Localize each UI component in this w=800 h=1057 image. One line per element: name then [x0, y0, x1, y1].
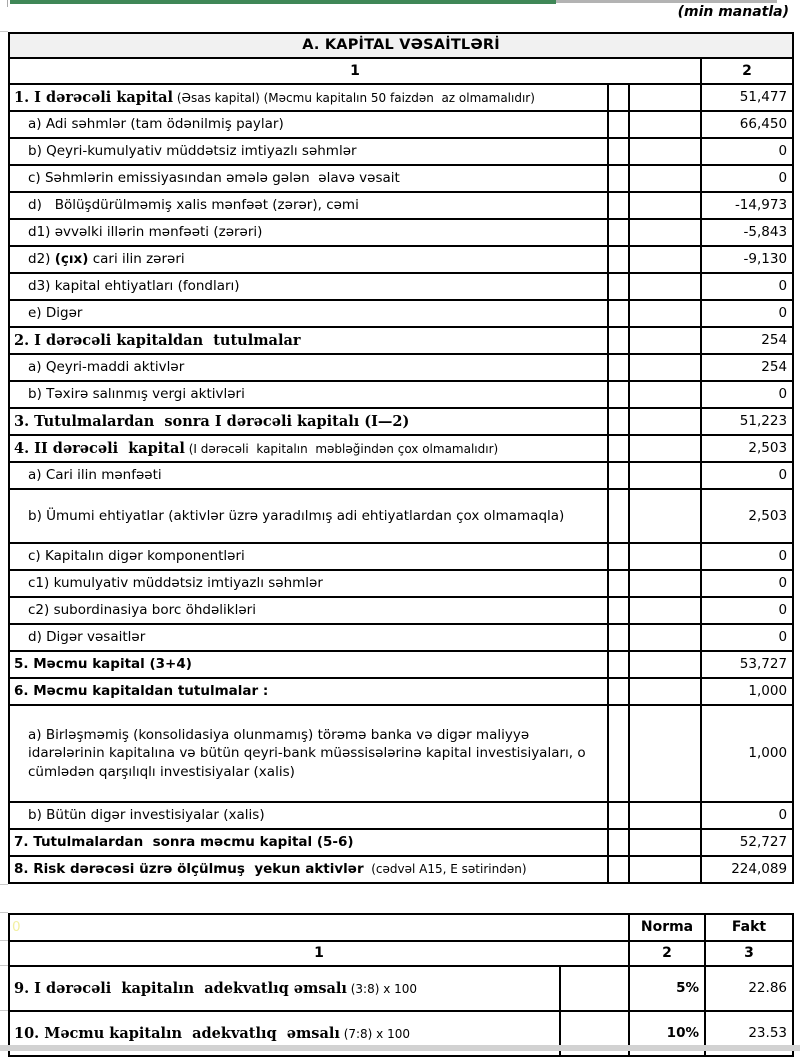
label-text: c) Səhmlərin emissiyasından əmələ gələn əlavə vəsait — [28, 170, 400, 187]
label-bold-text: 8. Risk dərəcəsi üzrə ölçülmuş yekun aktivlər — [14, 861, 364, 878]
label-text: a) Qeyri-maddi aktivlər — [28, 359, 185, 376]
cell-label[interactable] — [9, 111, 608, 138]
cell-value[interactable]: 1,000 — [701, 705, 793, 802]
cell-spacer[interactable] — [629, 138, 701, 165]
cell-spacer[interactable] — [629, 856, 701, 883]
cell-value[interactable]: 0 — [701, 300, 793, 327]
table-row — [9, 327, 793, 354]
label-bold-text: 10. Məcmu kapitalın adekvatlıq əmsalı — [14, 1024, 340, 1042]
cell-value[interactable]: 0 — [701, 462, 793, 489]
norma-header[interactable]: Norma — [629, 914, 705, 941]
cell-norma-value[interactable]: 5% — [629, 966, 705, 1011]
table-row — [9, 138, 793, 165]
top-gray-bar — [556, 0, 777, 3]
label-text: d) Digər vəsaitlər — [28, 629, 146, 646]
table-row — [9, 597, 793, 624]
bottom-edge-strip — [0, 1045, 800, 1051]
cell-spacer[interactable] — [608, 829, 629, 856]
cell-label[interactable] — [9, 802, 608, 829]
label-text: b) Bütün digər investisiyalar (xalis) — [28, 807, 265, 824]
cell-label[interactable] — [9, 829, 608, 856]
table-row — [9, 111, 793, 138]
label-bold-text: 2. I dərəcəli kapitaldan tutulmalar — [14, 331, 301, 349]
cell-value[interactable]: -14,973 — [701, 192, 793, 219]
table-row — [9, 829, 793, 856]
label-text: cari ilin zərəri — [88, 251, 185, 268]
table-row — [9, 219, 793, 246]
cell-value[interactable]: 66,450 — [701, 111, 793, 138]
label-text: e) Digər — [28, 305, 83, 322]
cell-label[interactable] — [9, 138, 608, 165]
label-note-text: (7:8) x 100 — [339, 1026, 410, 1041]
cell-fakt-value[interactable]: 22.86 — [705, 966, 793, 1011]
cell-spacer[interactable] — [608, 651, 629, 678]
cell-spacer[interactable] — [608, 705, 629, 802]
label-note-text: (I dərəcəli kapitalın məbləğindən çox olmamalıdır) — [184, 441, 499, 456]
label-text: b) Qeyri-kumulyativ müddətsiz imtiyazlı səhmlər — [28, 143, 357, 160]
cell-spacer[interactable] — [608, 597, 629, 624]
label-bold-text: 7. Tutulmalardan sonra məcmu kapital (5-6) — [14, 834, 354, 851]
cell-spacer[interactable] — [629, 84, 701, 111]
cell-label[interactable] — [9, 966, 560, 1011]
cell-value[interactable]: -9,130 — [701, 246, 793, 273]
cell-label[interactable] — [9, 705, 608, 802]
table-row — [9, 462, 793, 489]
label-text: c) Kapitalın digər komponentləri — [28, 548, 245, 565]
norma-fakt-header-row — [9, 914, 793, 941]
table-row — [9, 192, 793, 219]
table-row — [9, 966, 793, 1011]
cell-spacer[interactable] — [629, 300, 701, 327]
cell-value[interactable]: 0 — [701, 165, 793, 192]
cell-spacer[interactable] — [629, 678, 701, 705]
cell-spacer[interactable] — [629, 354, 701, 381]
cell-spacer[interactable] — [608, 84, 629, 111]
label-bold-text: 4. II dərəcəli kapital — [14, 439, 185, 457]
cell-spacer[interactable] — [629, 489, 701, 543]
table-row — [9, 246, 793, 273]
cell-value[interactable]: 0 — [701, 543, 793, 570]
table-row — [9, 273, 793, 300]
unit-note: (min manatla) — [677, 4, 789, 20]
cell-spacer[interactable] — [608, 624, 629, 651]
hidden-zero: 0 — [12, 919, 21, 936]
cell-value[interactable]: 0 — [701, 624, 793, 651]
gridline-stub — [7, 0, 8, 7]
cell-spacer[interactable] — [629, 273, 701, 300]
cell-value[interactable]: 0 — [701, 570, 793, 597]
table-title[interactable]: A. KAPİTAL VƏSAİTLƏRİ — [9, 33, 793, 58]
gridline-stub — [0, 912, 8, 913]
cell-spacer[interactable] — [629, 435, 701, 462]
cell-spacer[interactable] — [629, 802, 701, 829]
label-text: a) Birləşməmiş (konsolidasiya olunmamış) törəmə banka və digər maliyyə idarələrinin kapitalına və bütün qeyri-bank müəssisələrinə kapital investisiyaları, o cümlədən qarşılıqlı investisiyalar (xalis) — [28, 727, 590, 780]
cell-value[interactable]: 0 — [701, 138, 793, 165]
cell-spacer[interactable] — [629, 597, 701, 624]
cell-spacer[interactable] — [629, 246, 701, 273]
cell-spacer[interactable] — [629, 165, 701, 192]
cell-label[interactable] — [9, 624, 608, 651]
column-header-2[interactable]: 2 — [629, 941, 705, 966]
label-text: b) Təxirə salınmış vergi aktivləri — [28, 386, 245, 403]
capital-table — [8, 32, 794, 884]
cell-label[interactable] — [9, 408, 608, 435]
cell-label[interactable] — [9, 570, 608, 597]
cell-value[interactable]: -5,843 — [701, 219, 793, 246]
column-header-2[interactable]: 2 — [701, 58, 793, 84]
cell-label[interactable] — [9, 327, 608, 354]
label-bold-text: 1. I dərəcəli kapital — [14, 88, 174, 106]
cell-label[interactable] — [9, 165, 608, 192]
cell-label[interactable] — [9, 84, 608, 111]
cell-spacer[interactable] — [608, 138, 629, 165]
cell-value[interactable]: 0 — [701, 273, 793, 300]
cell-spacer[interactable] — [629, 462, 701, 489]
cell-value[interactable]: 254 — [701, 354, 793, 381]
cell-label[interactable] — [9, 543, 608, 570]
gridline-stub — [0, 31, 8, 32]
cell-value[interactable]: 52,727 — [701, 829, 793, 856]
cell-label[interactable] — [9, 462, 608, 489]
cell-spacer[interactable] — [608, 856, 629, 883]
cell-value[interactable]: 51,477 — [701, 84, 793, 111]
cell-label[interactable] — [9, 435, 608, 462]
cell-spacer[interactable] — [629, 705, 701, 802]
label-text: a) Cari ilin mənfəəti — [28, 467, 162, 484]
table-row — [9, 705, 793, 802]
cell-spacer[interactable] — [560, 966, 629, 1011]
column-number-row — [9, 58, 793, 84]
cell-spacer[interactable] — [608, 802, 629, 829]
cell-value[interactable]: 2,503 — [701, 435, 793, 462]
label-text: d) Bölüşdürülməmiş xalis mənfəət (zərər), cəmi — [28, 197, 359, 214]
cell-label[interactable] — [9, 273, 608, 300]
cell-spacer[interactable] — [608, 111, 629, 138]
cell-label[interactable] — [9, 246, 608, 273]
label-text: c1) kumulyativ müddətsiz imtiyazlı səhmlər — [28, 575, 323, 592]
cell-spacer[interactable] — [629, 624, 701, 651]
cell-label[interactable] — [9, 651, 608, 678]
cell-spacer[interactable] — [608, 489, 629, 543]
capital-table-body — [9, 84, 793, 883]
label-text: b) Ümumi ehtiyatlar (aktivlər üzrə yaradılmış adi ehtiyatlardan çox olmamaqla) — [28, 507, 565, 524]
cell-spacer[interactable] — [629, 111, 701, 138]
cell-label[interactable] — [9, 219, 608, 246]
cell-value[interactable]: 224,089 — [701, 856, 793, 883]
cell-spacer[interactable] — [608, 192, 629, 219]
table-title-row — [9, 33, 793, 58]
column-header-1[interactable]: 1 — [9, 941, 629, 966]
label-text: c2) subordinasiya borc öhdəlikləri — [28, 602, 256, 619]
table-row — [9, 165, 793, 192]
cell-spacer[interactable] — [629, 219, 701, 246]
cell-label[interactable] — [9, 300, 608, 327]
cell-spacer[interactable] — [608, 462, 629, 489]
table-row — [9, 802, 793, 829]
cell-label[interactable] — [9, 678, 608, 705]
cell-spacer[interactable] — [608, 219, 629, 246]
cell-spacer[interactable] — [629, 381, 701, 408]
cell-label[interactable] — [9, 354, 608, 381]
cell-spacer[interactable] — [608, 435, 629, 462]
cell-value[interactable]: 0 — [701, 802, 793, 829]
cell-label[interactable] — [9, 381, 608, 408]
label-note-text: (3:8) x 100 — [346, 981, 418, 996]
cell-norma-value[interactable]: 10% — [629, 1011, 705, 1056]
adequacy-table-body — [9, 966, 793, 1056]
label-bold-text: 5. Məcmu kapital (3+4) — [14, 656, 192, 673]
cell-spacer[interactable] — [629, 192, 701, 219]
cell-label[interactable] — [9, 856, 608, 883]
label-text: a) Adi səhmlər (tam ödənilmiş paylar) — [28, 116, 284, 133]
cell-spacer[interactable] — [629, 327, 701, 354]
label-bold-text: 6. Məcmu kapitaldan tutulmalar : — [14, 683, 269, 700]
cell-label[interactable] — [9, 489, 608, 543]
table-row — [9, 408, 793, 435]
cell-spacer[interactable] — [629, 570, 701, 597]
label-bold-text: (çıx) — [54, 251, 89, 268]
blank-header-cell[interactable] — [9, 914, 629, 941]
column-header-1[interactable]: 1 — [9, 58, 701, 84]
cell-spacer[interactable] — [608, 570, 629, 597]
label-note-text: (Əsas kapital) (Məcmu kapitalın 50 faizdən az olmamalıdır) — [173, 90, 535, 105]
label-bold-text: 9. I dərəcəli kapitalın adekvatlıq əmsalı — [14, 979, 347, 997]
cell-value[interactable]: 2,503 — [701, 489, 793, 543]
label-text: d1) əvvəlki illərin mənfəəti (zərəri) — [28, 224, 263, 241]
table-row — [9, 381, 793, 408]
gridline-stub — [0, 884, 8, 885]
cell-spacer[interactable] — [629, 651, 701, 678]
cell-value[interactable]: 0 — [701, 381, 793, 408]
label-bold-text: 3. Tutulmalardan sonra I dərəcəli kapitalı (I—2) — [14, 412, 410, 430]
cell-spacer[interactable] — [629, 543, 701, 570]
table-row — [9, 678, 793, 705]
table-row — [9, 84, 793, 111]
cell-value[interactable]: 1,000 — [701, 678, 793, 705]
table-row — [9, 489, 793, 543]
label-note-text: (cədvəl A15, E sətirindən) — [363, 862, 527, 877]
cell-value[interactable]: 0 — [701, 597, 793, 624]
table-row — [9, 543, 793, 570]
cell-label[interactable] — [9, 597, 608, 624]
cell-spacer[interactable] — [629, 829, 701, 856]
cell-value[interactable]: 53,727 — [701, 651, 793, 678]
cell-spacer[interactable] — [608, 408, 629, 435]
cell-spacer[interactable] — [608, 543, 629, 570]
table-row — [9, 570, 793, 597]
column-header-3[interactable]: 3 — [705, 941, 793, 966]
table-row — [9, 624, 793, 651]
gridline-stub — [0, 1010, 8, 1011]
cell-value[interactable]: 51,223 — [701, 408, 793, 435]
cell-label[interactable] — [9, 192, 608, 219]
cell-fakt-value[interactable]: 23.53 — [705, 1011, 793, 1056]
cell-value[interactable]: 254 — [701, 327, 793, 354]
top-green-bar — [10, 0, 556, 4]
gridline-stub — [0, 940, 8, 941]
cell-spacer[interactable] — [608, 354, 629, 381]
table-row — [9, 651, 793, 678]
table-row — [9, 300, 793, 327]
adequacy-table — [8, 913, 794, 1057]
label-text: d2) — [28, 251, 55, 268]
cell-spacer[interactable] — [608, 165, 629, 192]
cell-spacer[interactable] — [608, 327, 629, 354]
cell-spacer[interactable] — [608, 678, 629, 705]
cell-spacer[interactable] — [608, 381, 629, 408]
cell-spacer[interactable] — [629, 408, 701, 435]
cell-spacer[interactable] — [608, 246, 629, 273]
table-row — [9, 856, 793, 883]
cell-spacer[interactable] — [608, 300, 629, 327]
fakt-header[interactable]: Fakt — [705, 914, 793, 941]
table-row — [9, 354, 793, 381]
column-number-row — [9, 941, 793, 966]
gridline-stub — [0, 965, 8, 966]
cell-spacer[interactable] — [608, 273, 629, 300]
label-text: d3) kapital ehtiyatları (fondları) — [28, 278, 240, 295]
table-row — [9, 435, 793, 462]
